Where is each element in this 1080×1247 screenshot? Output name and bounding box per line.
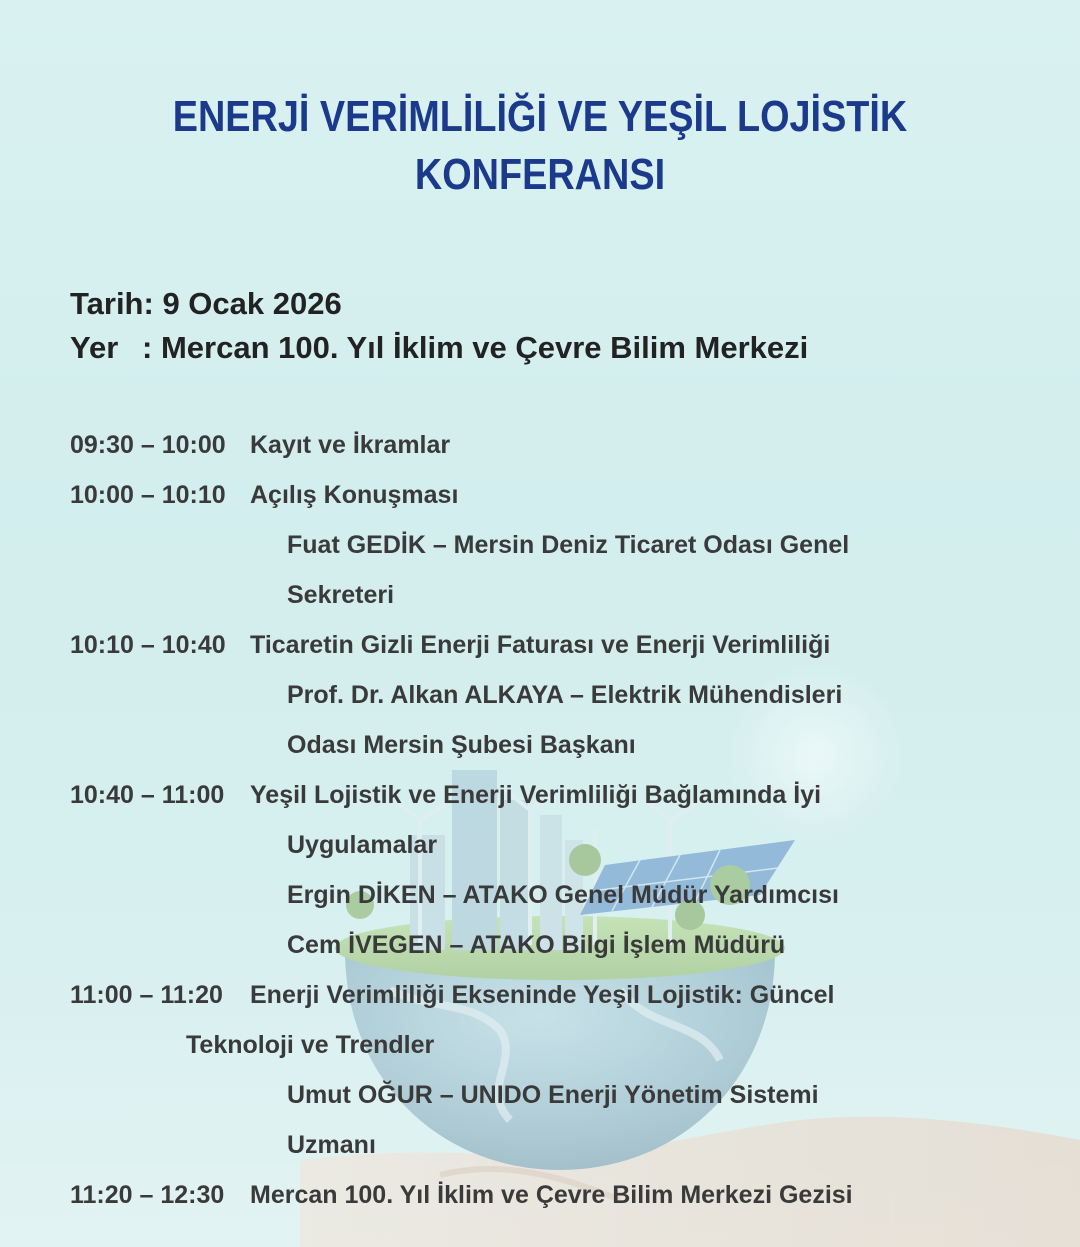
agenda-time: 09:30 – 10:00 [70, 431, 226, 459]
date-value: 9 Ocak 2026 [162, 286, 342, 321]
agenda-title: Yeşil Lojistik ve Enerji Verimliliği Bağlamında İyi [250, 781, 822, 809]
place-separator: : [142, 330, 153, 365]
agenda-time: 10:00 – 10:10 [70, 481, 226, 509]
agenda-title: Kayıt ve İkramlar [250, 431, 451, 459]
agenda-speaker: Odası Mersin Şubesi Başkanı [287, 731, 636, 759]
date-row [70, 286, 342, 322]
agenda-speaker: Ergin DİKEN – ATAKO Genel Müdür Yardımcısı [287, 881, 839, 909]
agenda-speaker: Fuat GEDİK – Mersin Deniz Ticaret Odası Genel [287, 531, 850, 559]
agenda-speaker: Prof. Dr. Alkan ALKAYA – Elektrik Mühendisleri [287, 681, 843, 709]
agenda-speaker: Umut OĞUR – UNIDO Enerji Yönetim Sistemi [287, 1081, 819, 1109]
agenda-title: Açılış Konuşması [250, 481, 459, 509]
agenda-time: 10:10 – 10:40 [70, 631, 226, 659]
agenda-speaker: Cem İVEGEN – ATAKO Bilgi İşlem Müdürü [287, 931, 786, 959]
conference-title-line2: KONFERANSI [414, 150, 666, 199]
agenda-title: Mercan 100. Yıl İklim ve Çevre Bilim Merkezi Gezisi [250, 1181, 853, 1209]
agenda-time: 10:40 – 11:00 [70, 781, 225, 809]
agenda-title-continued: Uygulamalar [287, 831, 438, 859]
agenda-speaker: Sekreteri [287, 581, 395, 609]
place-row [70, 330, 808, 366]
date-label: Tarih: [70, 286, 154, 321]
agenda-title: Enerji Verimliliği Ekseninde Yeşil Lojistik: Güncel [250, 981, 835, 1009]
agenda-time: 11:20 – 12:30 [70, 1181, 225, 1209]
place-label: Yer [70, 330, 119, 365]
agenda-title: Ticaretin Gizli Enerji Faturası ve Enerji Verimliliği [250, 631, 831, 659]
agenda-title-continued: Teknoloji ve Trendler [186, 1031, 435, 1059]
agenda-speaker: Uzmanı [287, 1131, 376, 1159]
agenda-time: 11:00 – 11:20 [70, 981, 223, 1009]
place-value: Mercan 100. Yıl İklim ve Çevre Bilim Merkezi [160, 330, 809, 365]
conference-title-line1: ENERJİ VERİMLİLİĞİ VE YEŞİL LOJİSTİK [172, 92, 908, 141]
